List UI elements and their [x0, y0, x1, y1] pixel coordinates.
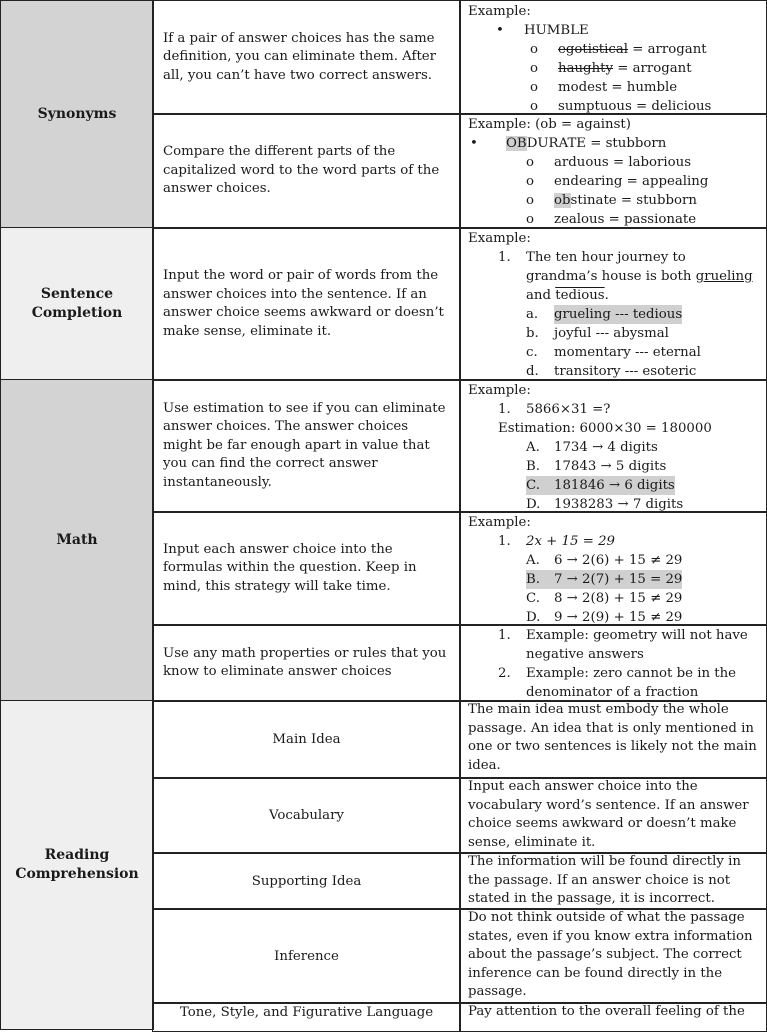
tip-text: Input each answer choice into the vocabulary word’s sentence. If an answer choice seems awkward or doesn’t make sense, eliminate it. [468, 779, 749, 850]
choice-text: 1734 → 4 digits [554, 440, 658, 455]
example-text: Example: geometry will not have [526, 628, 748, 643]
math-strategy-2 [152, 511, 461, 626]
problem-text: 5866×31 =? [526, 402, 611, 417]
list-number: 2. [498, 666, 511, 681]
category-math [0, 379, 154, 702]
strategy-text: Compare the different parts of the capitalized word to the word parts of the answer choices. [163, 144, 440, 197]
choice-text: endearing = appealing [554, 174, 709, 189]
question-type-label: Supporting Idea [251, 873, 362, 889]
category-label: Reading Comprehension [15, 847, 139, 882]
equation-text: 2x + 15 = 29 [526, 534, 615, 549]
reading-type-supporting-idea [152, 852, 461, 910]
choice-letter: d. [526, 364, 539, 379]
choice-text: modest = humble [558, 80, 678, 95]
reading-type-inference [152, 908, 461, 1004]
strategy-text: Use estimation to see if you can eliminate answer choices. The answer choices might be far enough apart in value that you can find the correct answer instantaneously. [163, 400, 446, 490]
choice-text: 8 → 2(8) + 15 ≠ 29 [554, 591, 683, 606]
blank-word-2: tedious [555, 288, 605, 303]
choice-letter: b. [526, 326, 539, 341]
category-reading-comprehension [0, 700, 154, 1030]
category-label: Sentence Completion [31, 286, 123, 321]
choice-text: sumptuous = delicious [558, 99, 712, 114]
choice-text: 6 → 2(6) + 15 ≠ 29 [554, 553, 683, 568]
choice-text: 17843 → 5 digits [554, 459, 667, 474]
choice-letter: a. [526, 307, 539, 322]
example-heading: Example: [468, 515, 531, 530]
example-text: negative answers [526, 647, 644, 662]
question-type-label: Vocabulary [269, 808, 344, 823]
choice-letter: B. [526, 572, 540, 587]
synonyms-example-2 [459, 113, 767, 229]
highlighted-prefix: OB [506, 136, 527, 151]
sentence-text: . [604, 288, 609, 303]
synonyms-strategy-1 [152, 0, 461, 115]
reading-type-main-idea [152, 700, 461, 779]
sentence-text: The ten hour journey to [526, 250, 686, 265]
strategy-text: Input each answer choice into the formulas within the question. Keep in mind, this strategy will take time. [163, 541, 417, 594]
reading-tip-vocabulary [459, 777, 767, 854]
choice-text: arduous = laborious [554, 155, 692, 170]
category-synonyms [0, 0, 154, 229]
bullet-icon: • [496, 23, 504, 38]
sentence-completion-example [459, 227, 767, 381]
category-label: Synonyms [37, 106, 117, 122]
choice-text: = arrogant [628, 42, 707, 57]
choice-letter: C. [526, 478, 540, 493]
estimation-text: Estimation: 6000×30 = 180000 [498, 421, 712, 436]
choice-text: stinate = stubborn [570, 193, 697, 208]
example-text: denominator of a fraction [526, 685, 699, 700]
category-sentence-completion [0, 227, 154, 381]
sentence-text: grandma’s house is both [526, 269, 696, 284]
question-type-label: Tone, Style, and Figurative Language [179, 1005, 434, 1020]
list-number: 1. [498, 534, 511, 549]
list-number: 1. [498, 402, 511, 417]
reading-tip-supporting-idea [459, 852, 767, 910]
strategy-text: If a pair of answer choices has the same definition, you can eliminate them. After all, you can’t have two correct answers. [163, 30, 437, 83]
choice-text: zealous = passionate [554, 212, 697, 227]
circle-bullet-icon: o [530, 80, 539, 95]
choice-text: 9 → 2(9) + 15 ≠ 29 [554, 610, 683, 625]
strategy-text: Use any math properties or rules that you know to eliminate answer choices [163, 645, 447, 679]
math-strategy-1 [152, 379, 461, 513]
sentence-text: and [526, 288, 556, 303]
highlighted-prefix: ob [554, 193, 571, 208]
math-example-3 [459, 624, 767, 702]
reading-type-tone-style [152, 1002, 461, 1032]
choice-text: = arrogant [613, 61, 692, 76]
target-word: DURATE = stubborn [526, 136, 667, 151]
circle-bullet-icon: o [530, 42, 539, 57]
circle-bullet-icon: o [530, 61, 539, 76]
choice-letter: A. [526, 553, 540, 568]
example-heading: Example: [468, 4, 531, 19]
choice-letter: C. [526, 591, 540, 606]
sentence-completion-strategy [152, 227, 461, 381]
tip-text: The main idea must embody the whole passage. An idea that is only mentioned in one or two sentences is likely not the main idea. [468, 702, 757, 773]
question-type-label: Inference [274, 948, 339, 964]
circle-bullet-icon: o [526, 212, 535, 227]
example-heading: Example: (ob = against) [468, 117, 631, 132]
strategy-text: Input the word or pair of words from the answer choices into the sentence. If an answer choice seems awkward or doesn’t make sense, eliminate it. [163, 268, 444, 339]
synonyms-example-1 [459, 0, 767, 115]
eliminated-word: egotistical [558, 42, 629, 57]
tip-text: Do not think outside of what the passage states, even if you know extra information about the passage’s subject. The correct inference can be found directly in the passage. [468, 910, 753, 1000]
math-example-2 [459, 511, 767, 626]
reading-tip-main-idea [459, 700, 767, 779]
choice-letter: D. [526, 610, 541, 625]
question-type-label: Main Idea [272, 732, 341, 747]
synonyms-strategy-2 [152, 113, 461, 229]
choice-text: joyful --- abysmal [554, 326, 669, 341]
correct-choice: 181846 → 6 digits [554, 478, 675, 493]
tip-text: The information will be found directly in the passage. If an answer choice is not stated in the passage, it is incorrect. [468, 854, 741, 907]
bullet-icon: • [470, 136, 478, 151]
blank-word-1: grueling [695, 269, 753, 284]
reading-tip-tone-style [459, 1002, 767, 1032]
math-example-1 [459, 379, 767, 513]
circle-bullet-icon: o [526, 174, 535, 189]
list-number: 1. [498, 628, 511, 643]
choice-text: transitory --- esoteric [554, 364, 697, 379]
category-label: Math [56, 532, 98, 548]
correct-choice: 7 → 2(7) + 15 = 29 [554, 572, 683, 587]
choice-letter: A. [526, 440, 540, 455]
circle-bullet-icon: o [526, 155, 535, 170]
choice-text: momentary --- eternal [554, 345, 701, 360]
choice-text: 1938283 → 7 digits [554, 497, 684, 512]
choice-letter: D. [526, 497, 541, 512]
correct-choice: grueling --- tedious [554, 307, 683, 322]
example-text: Example: zero cannot be in the [526, 666, 737, 681]
eliminated-word: haughty [558, 61, 613, 76]
example-heading: Example: [468, 383, 531, 398]
list-number: 1. [498, 250, 511, 265]
circle-bullet-icon: o [526, 193, 535, 208]
math-strategy-3 [152, 624, 461, 702]
target-word: HUMBLE [524, 23, 589, 38]
tip-text: Pay attention to the overall feeling of the [468, 1004, 745, 1019]
reading-tip-inference [459, 908, 767, 1004]
reading-type-vocabulary [152, 777, 461, 854]
choice-letter: c. [526, 345, 538, 360]
circle-bullet-icon: o [530, 99, 539, 114]
choice-letter: B. [526, 459, 540, 474]
example-heading: Example: [468, 231, 531, 246]
